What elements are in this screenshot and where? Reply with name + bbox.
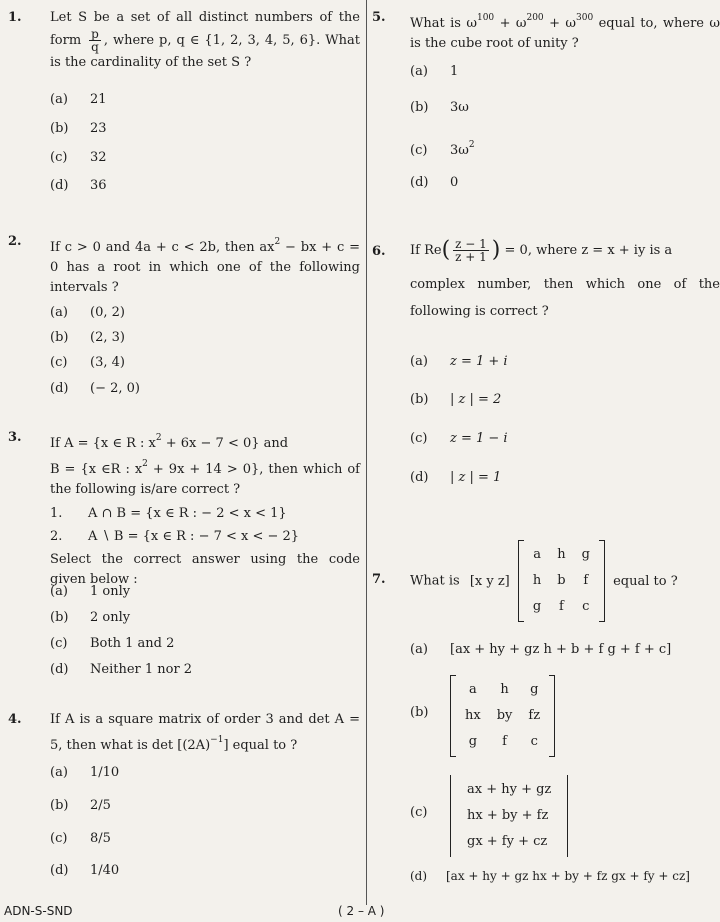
question-1 (8, 8, 360, 73)
question-number: 4. (8, 712, 22, 727)
question-5-options (372, 62, 720, 192)
question-6 (372, 238, 720, 325)
question-stem: If Re( $\frac{z - 1}{z + 1}$ ) = 0, where z = x + iy is a complex number, then which one of the following is correct ? (410, 237, 720, 319)
column-divider (366, 0, 367, 905)
option[interactable]: (c) 8/5 (50, 831, 111, 846)
option[interactable]: (b) (2, 3) (50, 330, 125, 345)
instruction: Select the correct answer using the code given below : (50, 552, 360, 587)
question-number: 6. (372, 244, 386, 259)
question-number: 3. (8, 430, 22, 445)
option[interactable]: (d) Neither 1 nor 2 (50, 662, 193, 677)
option[interactable]: (c) z = 1 − i (410, 431, 508, 446)
question-2-options (8, 303, 360, 403)
question-stem: If A = {x ∈ R : $x^2 + 6x - 7 < 0$} and B = {x ∈R : $x^2 + 9x + 14 > 0$}, then which of the following is/are correct ? 1. A ∩ B = {x ∈ R : − 2 < x < 1} 2. A ∖ B = {x ∈ R : − 7 < x < − 2} Select the correct answer using the code given below : (50, 428, 360, 590)
option[interactable]: (a) (0, 2) (50, 305, 125, 320)
option[interactable]: (b) | z | = 2 (410, 392, 502, 407)
question-stem: What is $\omega^{100} + \omega^{200} + \omega^{300}$ equal to, where ω is the cube root of unity ? (410, 13, 720, 51)
statement: 2. A ∖ B = {x ∈ R : − 7 < x < − 2} (50, 529, 300, 544)
option[interactable]: (b) 23 (50, 121, 107, 136)
question-stem: Let S be a set of all distinct numbers of the form $\frac{p}{q}$ , where p, q ∈ {1, 2, 3, 4, 5, 6}. What is the cardinality of the set S ? (50, 10, 360, 70)
option[interactable]: (c) (3, 4) (50, 355, 125, 370)
option[interactable]: (d) 0 (410, 175, 459, 190)
question-stem: If A is a square matrix of order 3 and det A = 5, then what is $\det [(2A)^{-1}]$ equal to ? (50, 712, 360, 753)
page-number: ( 2 – A ) (338, 904, 385, 918)
question-stem: What is [x y z] a h g h b f g f c equal to ? (410, 540, 678, 622)
option[interactable]: (d) (− 2, 0) (50, 381, 140, 396)
option-matrix: a h g hx by fz g f c (450, 675, 555, 757)
question-4 (8, 710, 360, 756)
question-number: 5. (372, 10, 386, 25)
option[interactable]: (b) a h g hx by fz g f c (372, 675, 720, 765)
question-7 (372, 540, 720, 620)
option[interactable]: (d) 36 (50, 178, 107, 193)
fraction: $\frac{z - 1}{z + 1}$ (455, 237, 487, 264)
question-5 (372, 8, 720, 54)
option[interactable]: (b) 2/5 (50, 798, 111, 813)
option[interactable]: (c) Both 1 and 2 (50, 636, 175, 651)
question-6-options (372, 352, 720, 492)
statement: 1. A ∩ B = {x ∈ R : − 2 < x < 1} (50, 506, 287, 521)
question-4-options (8, 763, 360, 883)
option[interactable]: (a) z = 1 + i (410, 354, 508, 369)
option-column-matrix: ax + hy + gz hx + by + fz gx + fy + cz (450, 775, 568, 857)
question-3-options (8, 582, 360, 682)
question-1-options (8, 90, 360, 200)
option[interactable]: (d) | z | = 1 (410, 470, 502, 485)
option[interactable]: (a) 1 only (50, 584, 131, 599)
option[interactable]: (a) 21 (50, 92, 107, 107)
option[interactable]: (a) 1 (410, 64, 459, 79)
option[interactable]: (a) 1/10 (50, 765, 120, 780)
option[interactable]: (d) 1/40 (50, 863, 120, 878)
option[interactable]: (b) 2 only (50, 610, 131, 625)
question-stem: If c > 0 and 4a + c < 2b, then $ax^2$ − bx + c = 0 has a root in which one of the following intervals ? (50, 237, 360, 295)
option[interactable]: (b) 3ω (410, 100, 469, 115)
matrix: a h g h b f g f c (518, 540, 605, 622)
fraction: $\frac{p}{q}$ (91, 27, 99, 54)
option[interactable]: (c) ax + hy + gz hx + by + fz gx + fy + cz (372, 775, 720, 850)
paper-code: ADN-S-SND (4, 904, 73, 918)
question-3 (8, 428, 360, 590)
question-number: 7. (372, 572, 386, 587)
question-2 (8, 232, 360, 298)
question-number: 2. (8, 234, 22, 249)
option[interactable]: (c) 32 (50, 150, 107, 165)
row-vector: [x y z] (469, 573, 510, 589)
option[interactable]: (c) $3\omega^2$ (410, 140, 475, 158)
question-number: 1. (8, 10, 22, 25)
